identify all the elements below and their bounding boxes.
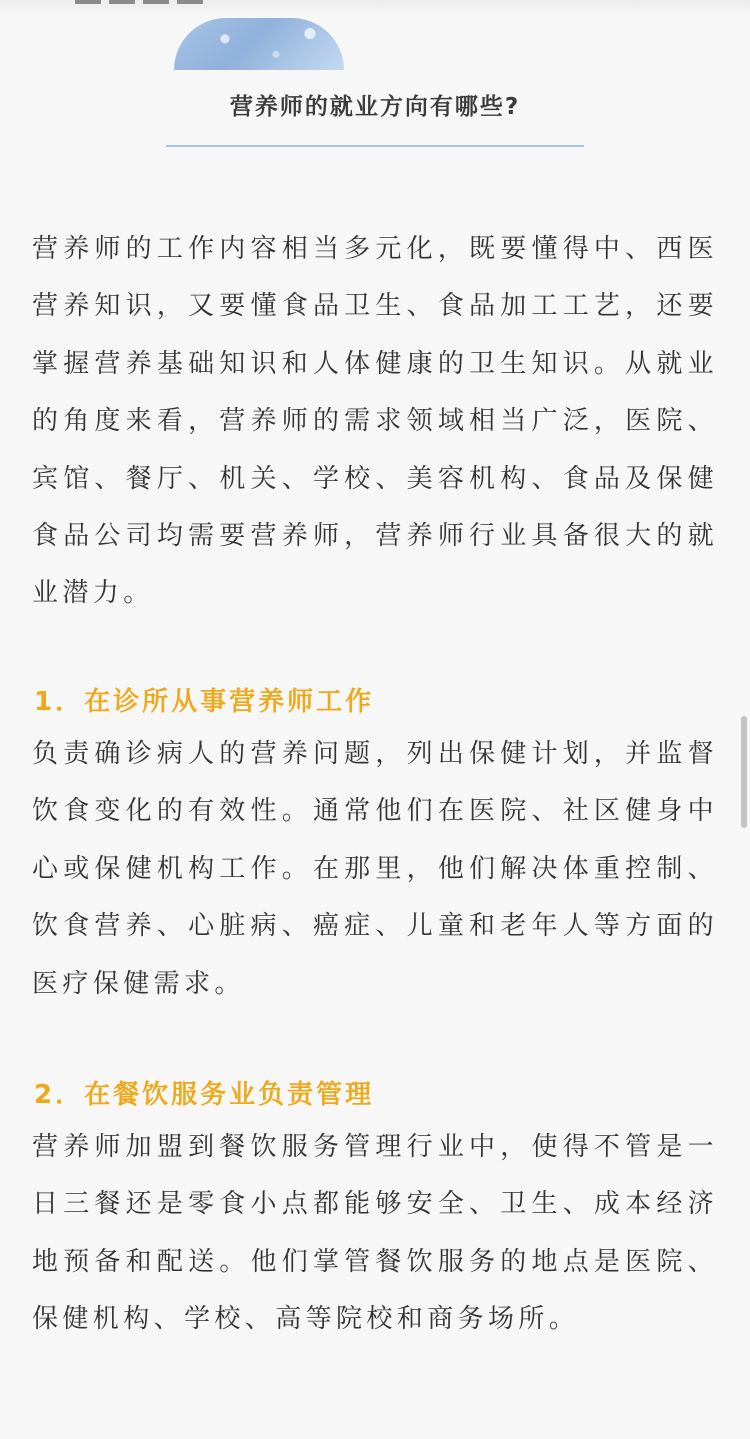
section-heading-1: 1．在诊所从事营养师工作 [34,687,375,717]
section-heading-2: 2．在餐饮服务业负责管理 [34,1080,375,1110]
article-title: 营养师的就业方向有哪些? [229,94,521,120]
cropped-header-fragment [75,0,225,4]
scrollbar-thumb[interactable] [741,716,747,828]
header-banner-image [174,18,344,70]
section-body-1: 负责确诊病人的营养问题，列出保健计划，并监督饮食变化的有效性。通常他们在医院、社区健身中心或保健机构工作。在那里，他们解决体重控制、饮食营养、心脏病、癌症、儿童和老年人等方面的医疗保健需求。 [32,739,718,999]
intro-paragraph: 营养师的工作内容相当多元化，既要懂得中、西医营养知识，又要懂食品卫生、食品加工工艺，还要掌握营养基础知识和人体健康的卫生知识。从就业的角度来看，营养师的需求领域相当广泛，医院、宾馆、餐厅、机关、学校、美容机构、食品及保健食品公司均需要营养师，营养师行业具备很大的就业潜力。 [32,234,718,609]
section-body-2: 营养师加盟到餐饮服务管理行业中，使得不管是一日三餐还是零食小点都能够安全、卫生、成本经济地预备和配送。他们掌管餐饮服务的地点是医院、保健机构、学校、高等院校和商务场所。 [32,1132,718,1335]
title-divider [166,145,584,147]
